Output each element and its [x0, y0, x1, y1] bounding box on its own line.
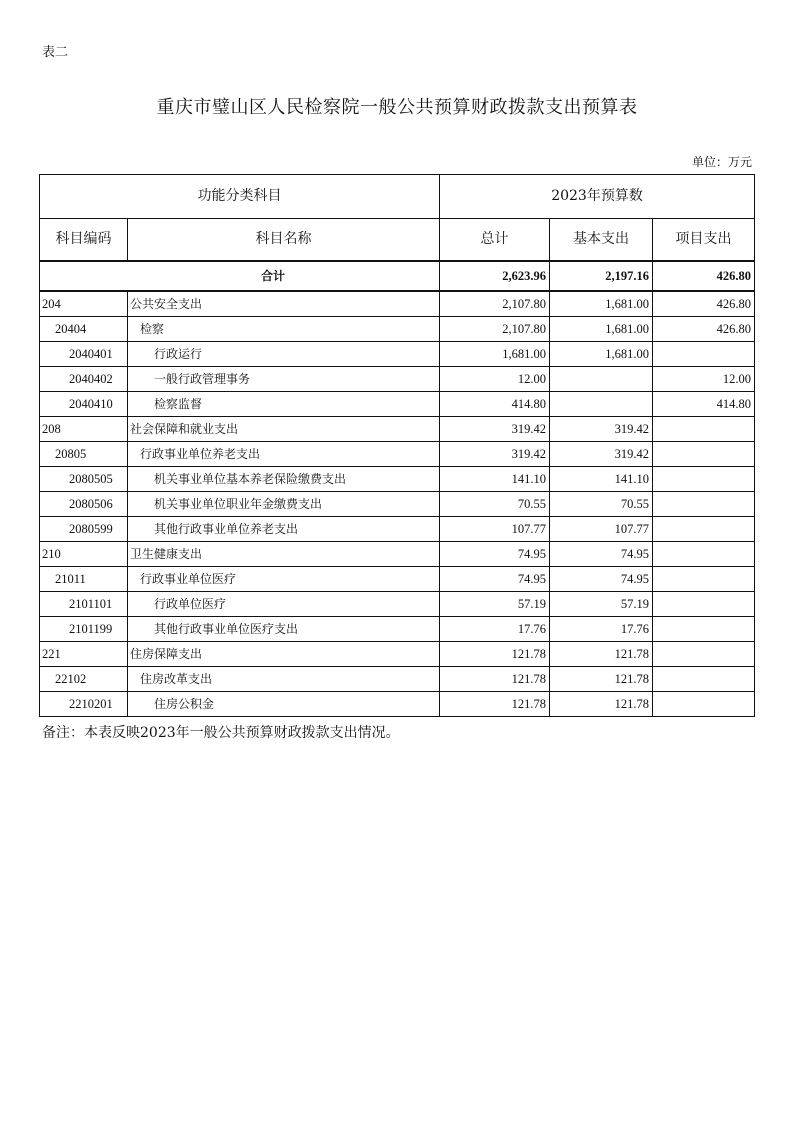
row-basic	[550, 367, 653, 392]
header-project: 项目支出	[653, 219, 755, 262]
unit-label: 单位：万元	[691, 155, 752, 169]
table-row	[40, 367, 755, 392]
row-total: 107.77	[440, 517, 550, 542]
row-name: 检察	[128, 317, 440, 342]
table-row	[40, 542, 755, 567]
header-code: 科目编码	[40, 219, 128, 262]
row-total: 1,681.00	[440, 342, 550, 367]
row-project	[653, 342, 755, 367]
row-name: 行政运行	[128, 342, 440, 367]
row-name: 其他行政事业单位养老支出	[128, 517, 440, 542]
row-code: 204	[40, 291, 128, 317]
row-total: 319.42	[440, 442, 550, 467]
row-basic: 17.76	[550, 617, 653, 642]
row-name: 住房保障支出	[128, 642, 440, 667]
table-row	[40, 467, 755, 492]
row-code: 221	[40, 642, 128, 667]
table-row	[40, 642, 755, 667]
row-name: 卫生健康支出	[128, 542, 440, 567]
table-row	[40, 692, 755, 717]
row-total: 2,107.80	[440, 291, 550, 317]
row-total: 121.78	[440, 692, 550, 717]
table-row	[40, 392, 755, 417]
header-budget-2023: 2023年预算数	[440, 175, 755, 219]
table-number-label: 表二	[42, 45, 69, 60]
row-total: 2,107.80	[440, 317, 550, 342]
row-total: 12.00	[440, 367, 550, 392]
row-total: 74.95	[440, 542, 550, 567]
row-total: 121.78	[440, 642, 550, 667]
table-row	[40, 342, 755, 367]
header-total: 总计	[440, 219, 550, 262]
row-project	[653, 542, 755, 567]
total-project: 426.80	[653, 261, 755, 291]
table-row	[40, 417, 755, 442]
row-project	[653, 667, 755, 692]
row-basic: 121.78	[550, 642, 653, 667]
header-function-category: 功能分类科目	[40, 175, 440, 219]
row-code: 2040401	[40, 342, 128, 367]
header-row-group	[40, 175, 755, 219]
row-basic	[550, 392, 653, 417]
row-project	[653, 592, 755, 617]
row-total: 414.80	[440, 392, 550, 417]
row-total: 141.10	[440, 467, 550, 492]
row-total: 319.42	[440, 417, 550, 442]
row-project: 414.80	[653, 392, 755, 417]
row-name: 行政事业单位养老支出	[128, 442, 440, 467]
row-name: 住房公积金	[128, 692, 440, 717]
row-project: 426.80	[653, 291, 755, 317]
total-basic: 2,197.16	[550, 261, 653, 291]
row-basic: 319.42	[550, 442, 653, 467]
row-name: 一般行政管理事务	[128, 367, 440, 392]
row-total: 74.95	[440, 567, 550, 592]
row-project: 12.00	[653, 367, 755, 392]
table-row	[40, 592, 755, 617]
row-code: 2080506	[40, 492, 128, 517]
total-row	[40, 261, 755, 291]
table-row	[40, 291, 755, 317]
row-code: 20404	[40, 317, 128, 342]
header-row-columns	[40, 219, 755, 262]
row-basic: 1,681.00	[550, 317, 653, 342]
row-name: 机关事业单位职业年金缴费支出	[128, 492, 440, 517]
page-title: 重庆市璧山区人民检察院一般公共预算财政拨款支出预算表	[156, 97, 638, 118]
row-code: 2101101	[40, 592, 128, 617]
row-code: 21011	[40, 567, 128, 592]
row-code: 2040402	[40, 367, 128, 392]
table-row	[40, 442, 755, 467]
row-name: 机关事业单位基本养老保险缴费支出	[128, 467, 440, 492]
table-row	[40, 617, 755, 642]
row-code: 2080599	[40, 517, 128, 542]
row-basic: 57.19	[550, 592, 653, 617]
row-total: 70.55	[440, 492, 550, 517]
row-name: 社会保障和就业支出	[128, 417, 440, 442]
row-project	[653, 467, 755, 492]
row-code: 22102	[40, 667, 128, 692]
row-basic: 74.95	[550, 542, 653, 567]
row-basic: 121.78	[550, 692, 653, 717]
row-project: 426.80	[653, 317, 755, 342]
row-name: 行政事业单位医疗	[128, 567, 440, 592]
row-basic: 319.42	[550, 417, 653, 442]
table-row	[40, 567, 755, 592]
row-project	[653, 642, 755, 667]
row-project	[653, 417, 755, 442]
footnote: 备注：本表反映2023年一般公共预算财政拨款支出情况。	[42, 725, 400, 741]
row-code: 20805	[40, 442, 128, 467]
row-project	[653, 567, 755, 592]
row-basic: 1,681.00	[550, 291, 653, 317]
row-project	[653, 517, 755, 542]
row-project	[653, 692, 755, 717]
row-code: 2080505	[40, 467, 128, 492]
total-label: 合计	[40, 261, 440, 291]
row-basic: 121.78	[550, 667, 653, 692]
row-basic: 74.95	[550, 567, 653, 592]
table-row	[40, 317, 755, 342]
row-project	[653, 442, 755, 467]
table-row	[40, 517, 755, 542]
row-code: 2040410	[40, 392, 128, 417]
row-name: 其他行政事业单位医疗支出	[128, 617, 440, 642]
row-total: 121.78	[440, 667, 550, 692]
row-code: 208	[40, 417, 128, 442]
row-total: 17.76	[440, 617, 550, 642]
row-name: 公共安全支出	[128, 291, 440, 317]
total-total: 2,623.96	[440, 261, 550, 291]
table-row	[40, 667, 755, 692]
row-name: 检察监督	[128, 392, 440, 417]
row-basic: 141.10	[550, 467, 653, 492]
row-total: 57.19	[440, 592, 550, 617]
header-name: 科目名称	[128, 219, 440, 262]
budget-table	[39, 174, 755, 717]
row-basic: 70.55	[550, 492, 653, 517]
row-project	[653, 617, 755, 642]
row-basic: 1,681.00	[550, 342, 653, 367]
row-code: 2210201	[40, 692, 128, 717]
table-row	[40, 492, 755, 517]
row-name: 行政单位医疗	[128, 592, 440, 617]
row-code: 210	[40, 542, 128, 567]
row-project	[653, 492, 755, 517]
row-name: 住房改革支出	[128, 667, 440, 692]
header-basic: 基本支出	[550, 219, 653, 262]
row-basic: 107.77	[550, 517, 653, 542]
row-code: 2101199	[40, 617, 128, 642]
